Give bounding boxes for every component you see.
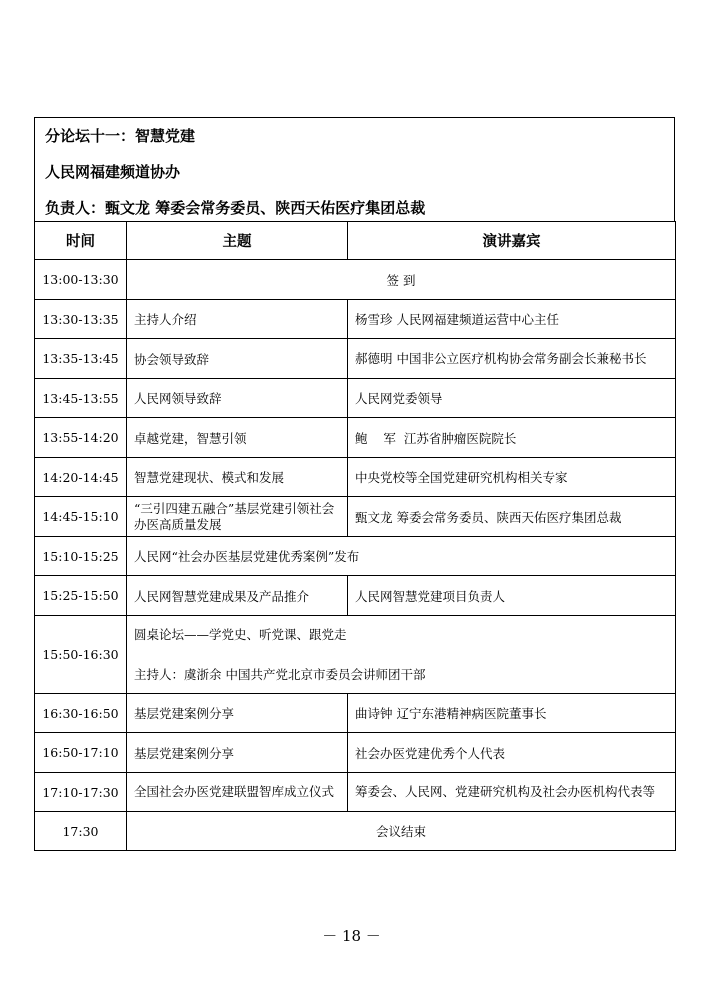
- merged-cell: 人民网“社会办医基层党建优秀案例”发布: [127, 537, 676, 576]
- merged-cell: 会议结束: [127, 812, 676, 851]
- topic-cell: 人民网智慧党建成果及产品推介: [127, 576, 348, 616]
- table-row: [35, 733, 676, 773]
- time-cell: 13:30-13:35: [35, 300, 127, 339]
- table-row: [35, 537, 676, 576]
- time-cell: 17:10-17:30: [35, 773, 127, 812]
- schedule-sheet: [34, 117, 675, 851]
- speaker-cell: 人民网智慧党建项目负责人: [348, 576, 676, 616]
- forum-header: [34, 117, 675, 221]
- speaker-cell: 郝德明 中国非公立医疗机构协会常务副会长兼秘书长: [348, 339, 676, 379]
- speaker-cell: 中央党校等全国党建研究机构相关专家: [348, 458, 676, 497]
- schedule-table: [34, 221, 676, 851]
- merged-cell: 签 到: [127, 260, 676, 300]
- time-cell: 16:50-17:10: [35, 733, 127, 773]
- table-header-row: [35, 222, 676, 260]
- speaker-cell: 鲍 军 江苏省肿瘤医院院长: [348, 418, 676, 458]
- speaker-cell: 杨雪珍 人民网福建频道运营中心主任: [348, 300, 676, 339]
- column-header-time: 时间: [35, 222, 127, 260]
- topic-cell: 智慧党建现状、模式和发展: [127, 458, 348, 497]
- speaker-cell: 曲诗钟 辽宁东港精神病医院董事长: [348, 694, 676, 733]
- topic-cell: 协会领导致辞: [127, 339, 348, 379]
- column-header-topic: 主题: [127, 222, 348, 260]
- topic-cell: 人民网领导致辞: [127, 379, 348, 418]
- speaker-cell: 社会办医党建优秀个人代表: [348, 733, 676, 773]
- table-row: [35, 300, 676, 339]
- table-row: [35, 418, 676, 458]
- table-row: [35, 812, 676, 851]
- roundtable-host: 主持人：虞浙余 中国共产党北京市委员会讲师团干部: [134, 666, 426, 682]
- topic-cell: 主持人介绍: [127, 300, 348, 339]
- topic-cell: 卓越党建，智慧引领: [127, 418, 348, 458]
- roundtable-cell: [127, 616, 676, 694]
- time-cell: 13:00-13:30: [35, 260, 127, 300]
- topic-cell: 基层党建案例分享: [127, 694, 348, 733]
- table-row: [35, 773, 676, 812]
- speaker-cell: 甄文龙 筹委会常务委员、陕西天佑医疗集团总裁: [348, 497, 676, 537]
- organizer-line: 人民网福建频道协办: [45, 163, 181, 181]
- table-row: [35, 497, 676, 537]
- table-row: [35, 576, 676, 616]
- time-cell: 13:55-14:20: [35, 418, 127, 458]
- forum-title: 分论坛十一：智慧党建: [45, 127, 196, 145]
- time-cell: 13:45-13:55: [35, 379, 127, 418]
- time-cell: 15:10-15:25: [35, 537, 127, 576]
- time-cell: 14:45-15:10: [35, 497, 127, 537]
- time-cell: 17:30: [35, 812, 127, 851]
- table-row: [35, 694, 676, 733]
- column-header-speaker: 演讲嘉宾: [348, 222, 676, 260]
- topic-cell: “三引四建五融合”基层党建引领社会办医高质量发展: [127, 497, 348, 537]
- table-row: [35, 339, 676, 379]
- roundtable-title: 圆桌论坛——学党史、听党课、跟党走: [134, 626, 347, 642]
- speaker-cell: 筹委会、人民网、党建研究机构及社会办医机构代表等: [348, 773, 676, 812]
- time-cell: 15:50-16:30: [35, 616, 127, 694]
- table-row: [35, 379, 676, 418]
- time-cell: 14:20-14:45: [35, 458, 127, 497]
- leader-line: 负责人：甄文龙 筹委会常务委员、陕西天佑医疗集团总裁: [45, 199, 426, 217]
- topic-cell: 基层党建案例分享: [127, 733, 348, 773]
- table-row: [35, 616, 676, 694]
- time-cell: 13:35-13:45: [35, 339, 127, 379]
- page-number: － 18 －: [322, 927, 381, 945]
- table-row: [35, 458, 676, 497]
- time-cell: 15:25-15:50: [35, 576, 127, 616]
- topic-cell: 全国社会办医党建联盟智库成立仪式: [127, 773, 348, 812]
- time-cell: 16:30-16:50: [35, 694, 127, 733]
- table-row: [35, 260, 676, 300]
- speaker-cell: 人民网党委领导: [348, 379, 676, 418]
